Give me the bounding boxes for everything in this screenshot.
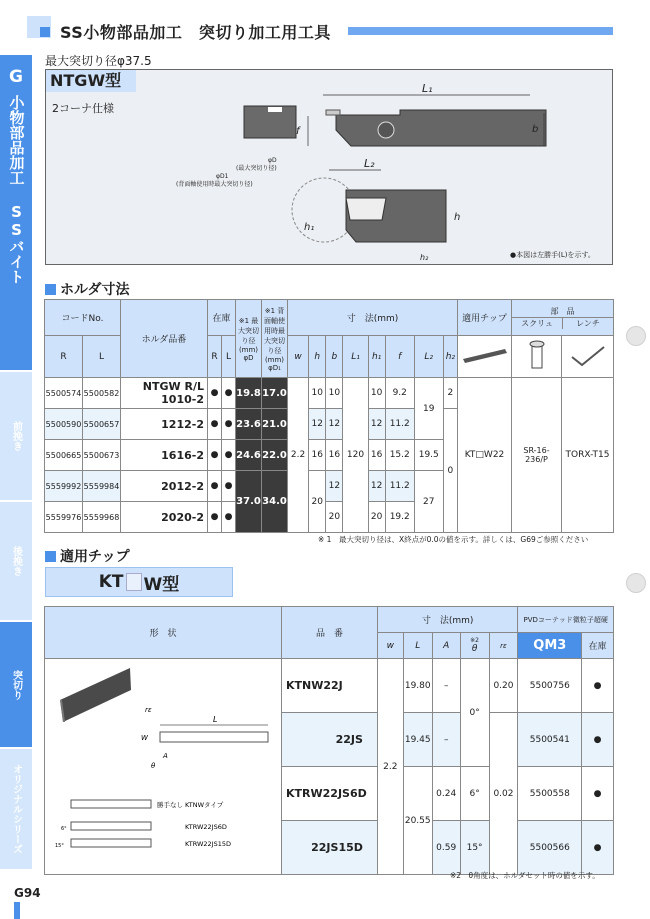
svg-text:φD: φD [268, 157, 277, 164]
col-part-no: 品 番 [282, 607, 378, 659]
code-r: 5500574 [45, 378, 83, 409]
side-tab-parting[interactable] [0, 622, 32, 747]
svg-text:φD1: φD1 [216, 173, 229, 180]
max-cut: 37.0 [236, 471, 262, 533]
svg-text:f: f [296, 126, 300, 137]
stock-mark: ● [582, 821, 614, 875]
dim-b: 20 [326, 502, 343, 533]
col-f: f [385, 336, 414, 378]
code-l: 5559984 [83, 471, 121, 502]
side-tab-original[interactable] [0, 749, 32, 869]
dim-w: 2.2 [288, 378, 309, 533]
stock-l: ● [222, 502, 236, 533]
header-bullet [40, 27, 50, 37]
table-row [45, 378, 614, 409]
max-cut-back: 21.0 [262, 409, 288, 440]
dim-h2: 2 [443, 378, 457, 409]
svg-text:KTRW22JS15D: KTRW22JS15D [185, 840, 231, 848]
chip-part-no: 22JS [282, 713, 378, 767]
chip-footnote: ※2 θ角度は、ホルダセット時の値を示す。 [450, 871, 600, 880]
code-r: 5559992 [45, 471, 83, 502]
side-tab-label: 突切り [10, 669, 22, 700]
dim-f: 11.2 [385, 409, 414, 440]
dim-b: 12 [326, 471, 343, 502]
dim-h: 10 [309, 378, 326, 409]
code-l: 5500673 [83, 440, 121, 471]
section-bullet [45, 284, 56, 295]
stock-mark: ● [582, 767, 614, 821]
theta-label: θ [471, 644, 478, 654]
stock-r: ● [208, 378, 222, 409]
dim-re: 0.20 [489, 659, 518, 713]
svg-text:A: A [163, 752, 168, 760]
col-grade-qm3: QM3 [518, 633, 582, 659]
dim-h: 20 [309, 471, 326, 533]
dim-w: 2.2 [377, 659, 403, 875]
dim-l: 19.80 [403, 659, 432, 713]
chip-part-no: KTRW22JS6D [282, 767, 378, 821]
col-l1: L₁ [343, 336, 368, 378]
parts-label: 部 品 [550, 307, 575, 316]
dim-l: 19.45 [403, 713, 432, 767]
chip-type-suffix: W型 [143, 574, 180, 595]
dim-l: 20.55 [403, 767, 432, 875]
col-b: b [326, 336, 343, 378]
page-title: SS小物部品加工 突切り加工用工具 [60, 23, 331, 42]
col-stock: 在庫 [582, 633, 614, 659]
col-holder-name: ホルダ品番 [121, 300, 208, 378]
wrench-image [562, 336, 614, 378]
dim-theta: 15° [460, 821, 489, 875]
page-marker [14, 902, 20, 919]
svg-text:rε: rε [145, 706, 152, 714]
col-stock-l: L [222, 336, 236, 378]
max-cut-back: 34.0 [262, 471, 288, 533]
side-tab-label: オリジナルシリーズ [10, 764, 22, 854]
stock-r: ● [208, 440, 222, 471]
header-bar [348, 27, 613, 35]
type-name: NTGW型 [46, 70, 136, 92]
dim-l2: 19.5 [414, 440, 443, 471]
screw-image [512, 336, 562, 378]
holder-name: 1212-2 [121, 409, 208, 440]
chip-name: KT□W22 [458, 378, 512, 533]
chip-part-no: KTNW22J [282, 659, 378, 713]
col-grade-group: PVDコーテッド微粒子超硬 [518, 607, 614, 633]
section-title: 適用チップ [60, 549, 130, 565]
dim-f: 11.2 [385, 471, 414, 502]
dim-l2: 27 [414, 471, 443, 533]
dim-b: 10 [326, 378, 343, 409]
max-cut-back: 17.0 [262, 378, 288, 409]
grade-code: 5500756 [518, 659, 582, 713]
max-cut-back: 22.0 [262, 440, 288, 471]
chip-shape-drawing [45, 659, 282, 875]
col-a: A [432, 633, 460, 659]
dim-l2: 19 [414, 378, 443, 440]
dim-b: 12 [326, 409, 343, 440]
stock-mark: ● [582, 713, 614, 767]
stock-l: ● [222, 471, 236, 502]
stock-l: ● [222, 378, 236, 409]
col-stock-r: R [208, 336, 222, 378]
chip-diagram [45, 660, 281, 870]
dim-h: 16 [309, 440, 326, 471]
col-h1: h₁ [368, 336, 385, 378]
svg-text:(背面軸使用時最大突切り径): (背面軸使用時最大突切り径) [176, 181, 253, 188]
dim-theta: 6° [460, 767, 489, 821]
code-r: 5500665 [45, 440, 83, 471]
col-l2: L₂ [414, 336, 443, 378]
svg-text:KTRW22JS6D: KTRW22JS6D [185, 823, 227, 831]
section-heading-chip [45, 546, 130, 566]
code-r: 5559976 [45, 502, 83, 533]
grade-code: 5500566 [518, 821, 582, 875]
col-h2: h₂ [443, 336, 457, 378]
screw-part: SR-16-236/P [512, 378, 562, 533]
placeholder-box-icon [126, 573, 142, 591]
theta-footnote-mark: ※2 [470, 637, 480, 644]
dim-a: 0.59 [432, 821, 460, 875]
dim-f: 15.2 [385, 440, 414, 471]
svg-text:h₁: h₁ [304, 222, 315, 233]
diagram-panel [45, 69, 613, 265]
col-l: L [403, 633, 432, 659]
chip-type-title [45, 567, 233, 597]
col-dims: 寸 法(mm) [377, 607, 518, 633]
dim-f: 19.2 [385, 502, 414, 533]
chip-type-prefix: KT [98, 572, 124, 592]
svg-text:L₁: L₁ [422, 82, 433, 95]
svg-text:(最大突切り径): (最大突切り径) [236, 165, 277, 172]
section-bullet [45, 551, 56, 562]
svg-text:6°: 6° [61, 826, 67, 832]
side-tab-back[interactable] [0, 502, 32, 620]
col-dims: 寸 法(mm) [288, 300, 458, 336]
col-stock: 在庫 [208, 300, 236, 336]
grade-code: 5500558 [518, 767, 582, 821]
side-tab-letter: G [9, 67, 23, 87]
grade-code: 5500541 [518, 713, 582, 767]
wrench-part: TORX-T15 [562, 378, 614, 533]
dim-re: 0.02 [489, 713, 518, 875]
svg-text:L₂: L₂ [364, 157, 375, 170]
max-cut: 19.8 [236, 378, 262, 409]
col-re: rε [489, 633, 518, 659]
svg-text:h: h [454, 212, 461, 223]
side-tab-front[interactable] [0, 372, 32, 500]
binder-hole [626, 326, 646, 346]
dim-theta: 0° [460, 659, 489, 767]
svg-text:h₂: h₂ [420, 253, 429, 262]
col-code-no: コードNo. [45, 300, 121, 336]
screw-label: スクリュ [512, 318, 563, 329]
holder-name: 2012-2 [121, 471, 208, 502]
side-tab-label: 前挽き [10, 421, 22, 451]
dim-f: 9.2 [385, 378, 414, 409]
col-w: w [288, 336, 309, 378]
col-chip: 適用チップ [458, 300, 512, 336]
binder-hole [626, 573, 646, 593]
dim-l1: 120 [343, 378, 368, 533]
section-title: ホルダ寸法 [60, 282, 130, 298]
page-number: G94 [14, 886, 41, 900]
dim-h2: 0 [443, 409, 457, 533]
dim-a: – [432, 659, 460, 713]
dim-a: 0.24 [432, 767, 460, 821]
svg-text:KTNWタイプ: KTNWタイプ [185, 801, 224, 809]
svg-text:θ: θ [151, 762, 156, 770]
dim-h1: 10 [368, 378, 385, 409]
col-shape: 形 状 [45, 607, 282, 659]
code-l: 5559968 [83, 502, 121, 533]
side-tab-main-label: 小物部品加工 SSバイト [7, 95, 26, 284]
holder-footnote: ※ 1 最大突切り径は、X終点が0.0の値を示す。詳しくは、G69ご参照ください [318, 535, 589, 544]
code-l: 5500657 [83, 409, 121, 440]
dim-h1: 12 [368, 471, 385, 502]
diagram-note: ●本図は左勝手(L)を示す。 [510, 251, 595, 259]
stock-r: ● [208, 471, 222, 502]
dim-h1: 12 [368, 409, 385, 440]
col-h: h [309, 336, 326, 378]
stock-mark: ● [582, 659, 614, 713]
chip-part-no: 22JS15D [282, 821, 378, 875]
max-cut: 24.6 [236, 440, 262, 471]
code-r: 5500590 [45, 409, 83, 440]
max-cut-label: 最大突切り径φ37.5 [45, 54, 152, 68]
dim-b: 16 [326, 440, 343, 471]
code-l: 5500582 [83, 378, 121, 409]
col-parts [512, 300, 614, 336]
svg-text:W: W [141, 734, 148, 742]
dim-h1: 16 [368, 440, 385, 471]
svg-text:勝手なし: 勝手なし [157, 801, 183, 809]
col-max-cut-back: ※1 背面軸使用時最大突切り径 (mm) φD₁ [262, 300, 288, 378]
stock-l: ● [222, 409, 236, 440]
holder-name: 2020-2 [121, 502, 208, 533]
chip-table [44, 606, 614, 875]
col-r: R [45, 336, 83, 378]
svg-text:b: b [532, 124, 539, 135]
dim-h: 12 [309, 409, 326, 440]
dim-h1: 20 [368, 502, 385, 533]
dim-a: – [432, 713, 460, 767]
col-w: w [377, 633, 403, 659]
stock-r: ● [208, 502, 222, 533]
side-tab-main[interactable] [0, 55, 32, 370]
svg-text:15°: 15° [55, 843, 64, 849]
col-l: L [83, 336, 121, 378]
stock-l: ● [222, 440, 236, 471]
max-cut: 23.6 [236, 409, 262, 440]
holder-drawing [46, 70, 614, 266]
holder-name: 1616-2 [121, 440, 208, 471]
col-max-cut: ※1 最大突切り径 (mm) φD [236, 300, 262, 378]
side-tab-label: 後挽き [10, 546, 22, 576]
table-row [45, 659, 614, 713]
col-theta [460, 633, 489, 659]
holder-name: NTGW R/L 1010-2 [121, 378, 208, 409]
wrench-label: レンチ [576, 319, 600, 328]
section-heading-holder [45, 279, 129, 299]
chip-image [458, 336, 512, 378]
spec-label: 2コーナ仕様 [52, 102, 114, 115]
svg-text:L: L [213, 715, 218, 724]
stock-r: ● [208, 409, 222, 440]
holder-table [44, 299, 614, 533]
